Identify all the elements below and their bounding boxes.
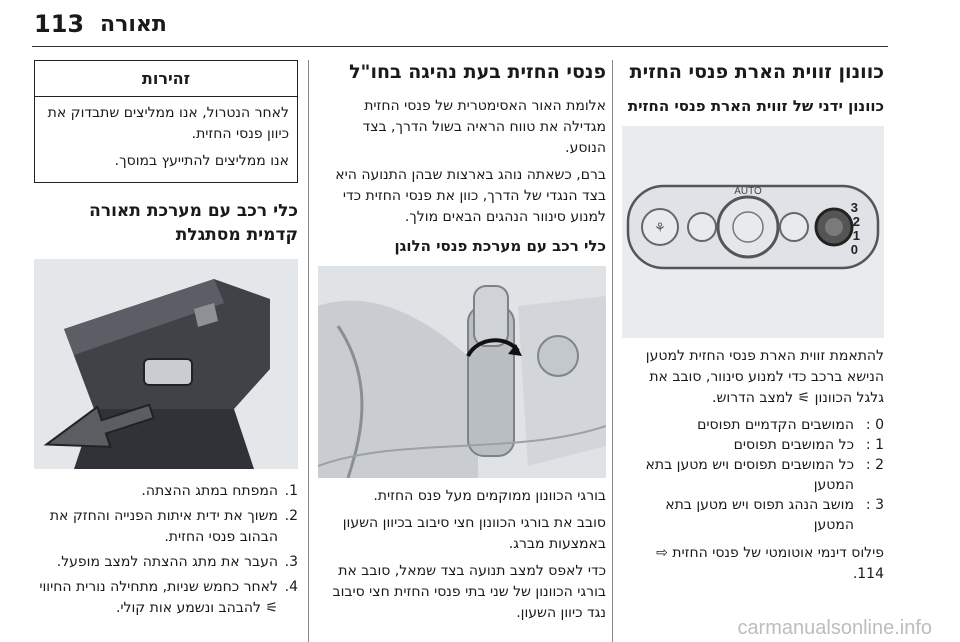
page-header	[0, 0, 960, 48]
halogen-subheading: כלי רכב עם מערכת פנסי הלוגן	[394, 237, 606, 255]
adaptive-steps-list	[34, 481, 298, 619]
list-item: 4. לאחר כחמש שניות, מתחילה נורית החיווי ⚟ להבהב ונשמע אות קולי.	[39, 579, 298, 616]
position-text: כל המושבים תפוסים	[733, 437, 854, 453]
list-item: 3. העבר את מתג ההצתה למצב מופעל.	[56, 554, 298, 570]
svg-text:⚘: ⚘	[654, 221, 666, 236]
load-positions-list	[622, 415, 884, 535]
position-row	[622, 455, 884, 495]
headlamp-adjustment-illustration	[318, 266, 606, 478]
headlight-range-heading: כוונון זווית הארת פנסי החזית	[629, 61, 884, 83]
list-item: 2. משוך את ידית איתות הפנייה והחזק את הבהוב פנסי החזית.	[49, 508, 298, 545]
driving-abroad-heading: פנסי החזית בעת נהיגה בחו"ל	[349, 61, 606, 83]
dial-panel-illustration	[622, 126, 884, 338]
position-row	[622, 495, 884, 535]
position-row	[622, 435, 884, 455]
dial-label: 2	[852, 214, 860, 229]
list-item: 1. המפתח במתג ההצתה.	[141, 483, 298, 499]
stalk-figure	[34, 259, 298, 469]
dial-label: 3	[850, 200, 858, 215]
headlamp-figure	[318, 266, 606, 478]
dial-label: 0	[850, 242, 858, 257]
abroad-paragraph-1: אלומת האור האסימטרית של פנסי החזית מגדילה את טווח הראיה בשול הדרך, בצד הנוסע.	[362, 98, 606, 156]
caution-title: זהירות	[35, 61, 297, 97]
figure-caption: בורגי הכוונון ממוקמים מעל פנס החזית.	[373, 488, 606, 504]
caution-text-2: אנו ממליצים להתייעץ במוסך.	[114, 153, 289, 169]
svg-text:AUTO: AUTO	[734, 186, 762, 197]
dial-label: 1	[852, 228, 860, 243]
abroad-paragraph-4: כדי לאפס למצב תנועה בצד שמאל, סובב את בורגי הכוונון של שני בתי פנסי החזית חצי סיבוב נגד כיוון השעון.	[332, 563, 606, 621]
position-key: 3 :	[865, 497, 884, 513]
column-driving-abroad	[318, 60, 606, 630]
column-divider	[308, 60, 309, 642]
position-text: מושב הנהג תפוס ויש מטען בתא המטען	[665, 497, 854, 533]
position-row	[622, 415, 884, 435]
watermark: carmanualsonline.info	[737, 617, 932, 639]
column-headlight-range	[622, 60, 884, 591]
abroad-paragraph-3: סובב את בורגי הכוונון חצי סיבוב בכיוון השעון באמצעות מברג.	[342, 515, 606, 552]
caution-box	[34, 60, 298, 183]
position-key: 2 :	[865, 457, 884, 473]
manual-range-subheading: כוונון ידני של זווית הארת פנסי החזית	[627, 97, 884, 115]
header-rule	[32, 46, 888, 47]
position-text: המושבים הקדמיים תפוסים	[697, 417, 854, 433]
turn-signal-stalk-illustration	[34, 259, 298, 469]
position-key: 1 :	[865, 437, 884, 453]
page-number: 113	[34, 10, 85, 38]
abroad-paragraph-2: ברם, כשאתה נוהג בארצות שבהן התנועה היא בצד הנגדי של הדרך, כוון את פנסי החזית כדי למנוע סינוור הנהגים הבאים מולך.	[335, 167, 606, 225]
dynamic-leveling-reference[interactable]: פילוס דינמי אוטומטי של פנסי החזית ⇨ 114.	[656, 545, 884, 582]
position-text: כל המושבים תפוסים ויש מטען בתא המטען	[645, 457, 854, 493]
page-section-title: תאורה	[100, 12, 167, 37]
adaptive-lighting-heading: כלי רכב עם מערכת תאורה קדמית מסתגלת	[89, 201, 298, 245]
range-body-text: להתאמת זווית הארת פנסי החזית למטען הנישא ברכב כדי למנוע סינוור, סובב את גלגל הכוונון ⚟ למצב הדרוש.	[645, 348, 884, 406]
caution-text-1: לאחר הנטרול, אנו ממליצים שתבדוק את כיוון פנסי החזית.	[47, 105, 289, 142]
column-adaptive-lighting	[34, 60, 298, 623]
position-key: 0 :	[865, 417, 884, 433]
column-divider	[612, 60, 613, 642]
dial-figure	[622, 126, 884, 338]
